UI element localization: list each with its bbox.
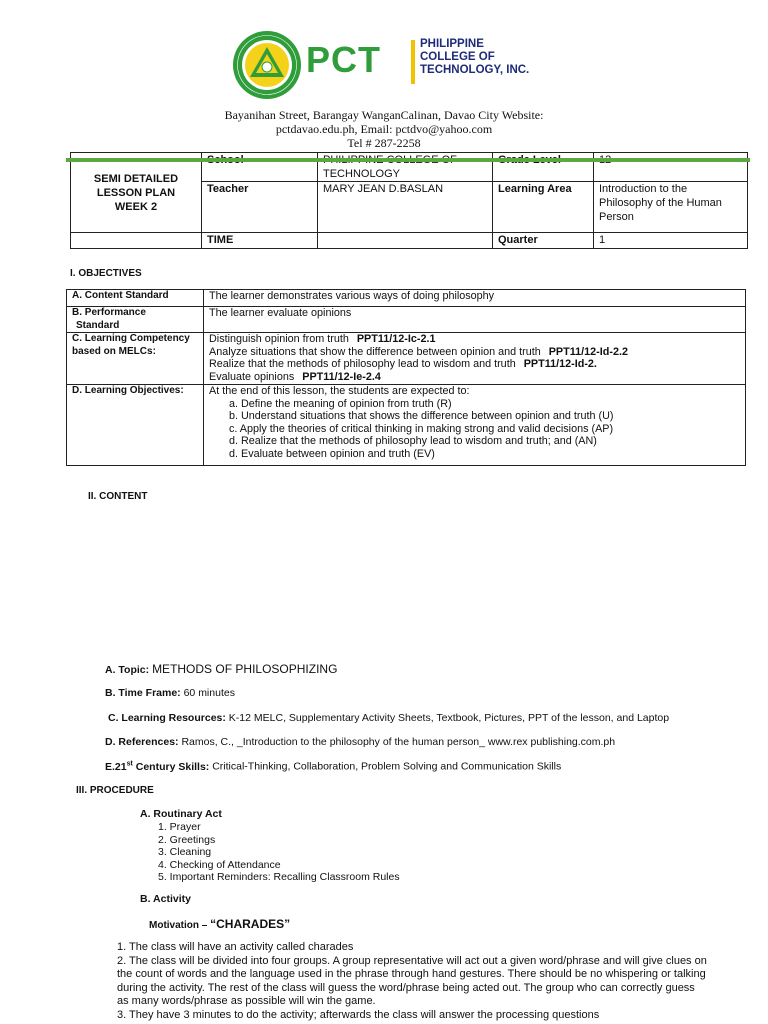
activity-step: 3. They have 3 minutes to do the activity; afterwards the class will answer the processing questions [117,1008,600,1021]
routinary-item: 2. Greetings [158,833,216,846]
learning-objective-item: c. Apply the theories of critical thinking in making strong and valid decisions (AP) [229,422,614,435]
competency-code: PPT11/12-Ie-2.4 [302,370,381,383]
learning-area-label: Learning Area [493,182,594,233]
content-standard-label: A. Content Standard [67,290,204,307]
motivation-line [149,917,290,931]
learning-area-value: Introduction to the Philosophy of the Human Person [594,182,748,233]
resources-line [108,712,669,724]
activity-steps [117,941,707,1022]
quarter-label: Quarter [493,233,594,249]
motivation-label: Motivation – [149,920,211,931]
plan-title-line: LESSON PLAN [96,186,176,199]
time-label: TIME [202,233,318,249]
address-line: Bayanihan Street, Barangay WanganCalinan, Davao City Website: [224,108,544,122]
competency-code: PPT11/12-Id-2. [523,358,597,370]
school-value: TECHNOLOGY [318,153,493,182]
time-frame-label: B. Time Frame: [105,687,181,699]
learning-objective-item: d. Realize that the methods of philosophy lead to wisdom and truth; and (AN) [229,435,597,447]
competency-list [204,333,746,385]
teacher-value: MARY JEAN D.BASLAN [318,182,493,233]
skills-label-sup: st [126,760,133,767]
objectives-table [66,289,746,466]
activity-heading: B. Activity [140,893,191,905]
skills-label-post: Century Skills: [132,760,210,773]
content-standard-value: The learner demonstrates various ways of doing philosophy [204,290,746,307]
competency-item [209,346,740,359]
performance-standard-value: The learner evaluate opinions [204,307,746,333]
competency-label-line: C. Learning Competency [72,333,190,344]
routinary-item: 1. Prayer [158,821,201,833]
content-heading: II. CONTENT [88,491,148,502]
performance-standard-label [67,307,204,333]
time-frame-line [105,687,235,699]
topic-line [105,662,337,676]
activity-step: 2. The class will be divided into four groups. A group representative will act out a given word/phrase and will give clues on the count of words and the language used in the phrase through hand gestures. There should be no whispering or talking during the activity. The rest of the class will guess the word/phrase being acted out. The group who can correctly guess as many words/phrase as possible will win the game. [117,954,707,1007]
learning-objectives-intro: At the end of this lesson, the students are expected to: [209,385,470,397]
competency-text: Evaluate opinions [209,370,295,383]
skills-value: Critical-Thinking, Collaboration, Problem Solving and Communication Skills [212,760,562,773]
logo-divider [411,40,415,84]
competency-text: Realize that the methods of philosophy lead to wisdom and truth [209,358,516,370]
motivation-value: “CHARADES” [210,917,291,931]
resources-label: C. Learning Resources: [108,712,226,724]
phone-line: Tel # 287-2258 [347,136,421,150]
institution-name [420,38,529,77]
quarter-value: 1 [594,233,748,249]
pct-seal-logo [232,30,302,100]
grade-level-value [594,153,748,182]
competency-item [209,371,740,384]
resources-value: K-12 MELC, Supplementary Activity Sheets, Textbook, Pictures, PPT of the lesson, and Laptop [228,712,670,724]
skills-label-pre: E.21 [105,760,127,773]
plan-title-line: SEMI DETAILED [93,172,179,185]
institution-name-line: PHILIPPINE [420,38,484,50]
competency-text: Distinguish opinion from truth [209,333,349,345]
objectives-heading: I. OBJECTIVES [70,268,142,279]
activity-step: 1. The class will have an activity called charades [117,941,354,953]
learning-objective-item: a. Define the meaning of opinion from truth (R) [229,397,452,410]
topic-label: A. Topic: [105,664,150,676]
competency-code: PPT11/12-Ic-2.1 [356,333,436,345]
routinary-list [158,821,400,884]
performance-label-line: Standard [76,319,120,331]
skills-label [105,761,209,773]
learning-objectives-list [204,385,746,466]
empty-cell [71,233,202,249]
plan-title-line: WEEK 2 [114,200,158,213]
plan-title-cell [71,153,202,233]
competency-item [209,358,740,371]
teacher-label: Teacher [202,182,318,233]
green-header-rule [66,158,750,162]
routinary-item: 4. Checking of Attendance [158,858,281,871]
references-label: D. References: [105,736,179,748]
routinary-heading: A. Routinary Act [140,808,222,820]
procedure-heading: III. PROCEDURE [76,785,154,796]
time-frame-value: 60 minutes [183,687,235,699]
school-label [202,153,318,182]
learning-objective-item: b. Understand situations that shows the difference between opinion and truth (U) [229,410,614,422]
learning-objectives-label: D. Learning Objectives: [67,385,204,466]
references-value: Ramos, C., _Introduction to the philosophy of the human person_ www.rex publishing.com.ph [181,736,616,748]
competency-code: PPT11/12-Id-2.2 [548,345,628,358]
routinary-item: 5. Important Reminders: Recalling Classroom Rules [158,871,400,883]
performance-label-line: B. Performance [72,307,146,318]
lesson-info-table [70,152,748,249]
competency-label [67,333,204,385]
institution-name-line: COLLEGE OF [420,51,495,63]
institution-name-line: TECHNOLOGY, INC. [420,64,530,76]
time-value [318,233,493,249]
contact-line: pctdavao.edu.ph, Email: pctdvo@yahoo.com [275,122,493,136]
routinary-item: 3. Cleaning [158,846,212,858]
grade-level-label [493,153,594,182]
topic-value: METHODS OF PHILOSOPHIZING [152,662,338,676]
competency-text: Analyze situations that show the difference between opinion and truth [209,345,541,358]
pct-wordmark: PCT [306,39,381,80]
skills-line [105,760,561,773]
references-line [105,736,615,748]
competency-item [209,333,740,346]
learning-objective-item: d. Evaluate between opinion and truth (EV) [229,447,435,460]
competency-label-line: based on MELCs: [72,345,156,357]
